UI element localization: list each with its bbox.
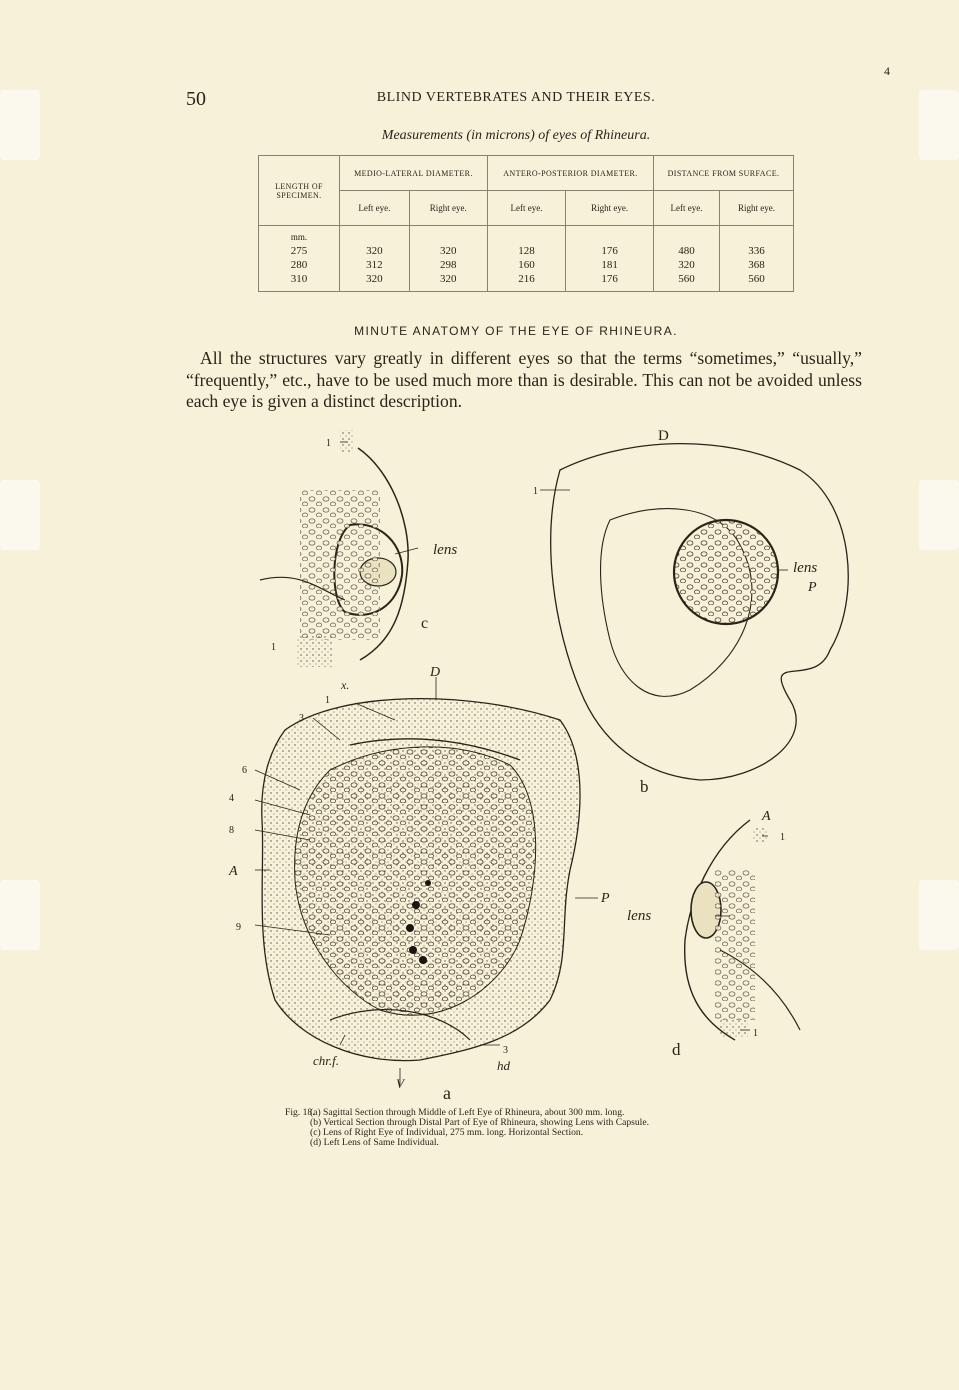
group-header-medio-lateral: MEDIO-LATERAL DIAMETER.	[340, 156, 488, 191]
table-cell: 298	[440, 259, 457, 271]
table-cell: 176	[601, 273, 618, 285]
subheader: Right eye.	[566, 191, 654, 226]
label-lens-b: lens	[793, 560, 818, 576]
figure-d-lens	[685, 820, 800, 1040]
label-d: d	[672, 1040, 681, 1059]
column-length-header: LENGTH OF SPECIMEN.	[259, 156, 340, 226]
label-1: 1	[533, 486, 538, 497]
label-4: 4	[229, 793, 234, 804]
table-cell: 280	[290, 259, 308, 271]
label-1: 1	[326, 438, 331, 449]
section-title: MINUTE ANATOMY OF THE EYE OF RHINEURA.	[354, 324, 678, 338]
group-header-distance: DISTANCE FROM SURFACE.	[654, 156, 794, 191]
subheader: Left eye.	[340, 191, 410, 226]
figure-caption-line-b: (b) Vertical Section through Distal Part of Eye of Rhineura, showing Lens with Capsule.	[310, 1117, 650, 1128]
subheader: Left eye.	[487, 191, 565, 226]
label-A-a: A	[229, 864, 238, 879]
label-P-b: P	[808, 580, 817, 595]
figure-a-section	[262, 699, 580, 1061]
page-number: 50	[186, 88, 206, 110]
table-caption: Measurements (in microns) of eyes of Rhineura.	[381, 128, 651, 143]
label-x: x.	[341, 678, 350, 692]
table-cell: 320	[366, 245, 383, 257]
subheader: Right eye.	[409, 191, 487, 226]
margin-mark: 4	[884, 64, 890, 78]
label-3: 3	[503, 1045, 508, 1056]
table-cell: 176	[601, 245, 618, 257]
label-lens-d: lens	[627, 908, 652, 924]
figure-caption	[285, 1107, 850, 1148]
label-D-b: D	[658, 428, 669, 444]
label-lens-c: lens	[433, 542, 458, 558]
label-P-a: P	[601, 891, 610, 906]
table-cell: 336	[748, 245, 765, 257]
label-9: 9	[236, 922, 241, 933]
label-hd: hd	[497, 1058, 510, 1073]
table-cell: 128	[518, 245, 535, 257]
table-cell: 275	[290, 245, 308, 257]
table-cell: 480	[678, 245, 695, 257]
table-cell: 560	[748, 273, 765, 285]
table-cell: 320	[440, 273, 457, 285]
label-D-a: D	[430, 665, 441, 680]
label-1: 1	[325, 695, 330, 706]
subheader: Right eye.	[719, 191, 793, 226]
table-cell: 560	[678, 273, 695, 285]
table-cell: 312	[366, 259, 383, 271]
label-chrf: chr.f.	[313, 1053, 339, 1068]
label-c: c	[421, 615, 429, 632]
table-cell: 216	[518, 273, 535, 285]
label-1: 1	[271, 642, 276, 653]
label-8: 8	[229, 825, 234, 836]
subheader: Left eye.	[654, 191, 720, 226]
table-cell: 160	[518, 259, 535, 271]
unit-label: mm.	[290, 232, 308, 242]
label-b: b	[640, 777, 649, 796]
table-cell: 181	[601, 259, 618, 271]
figure-caption-line-a: (a) Sagittal Section through Middle of Left Eye of Rhineura, about 300 mm. long.	[310, 1107, 625, 1118]
figure-caption-line-c: (c) Lens of Right Eye of Individual, 275 mm. long. Horizontal Section.	[310, 1127, 584, 1138]
running-title: BLIND VERTEBRATES AND THEIR EYES.	[376, 90, 656, 105]
label-6: 6	[242, 765, 247, 776]
table-cell: 368	[748, 259, 765, 271]
table-cell: 310	[290, 273, 308, 285]
label-1: 1	[780, 832, 785, 843]
label-a: a	[443, 1083, 451, 1103]
label-3: 3	[299, 713, 304, 724]
label-V: V	[396, 1076, 404, 1091]
label-1: 1	[753, 1028, 758, 1039]
figure-caption-label: Fig. 18.	[285, 1107, 315, 1118]
figure-c-lens	[260, 430, 408, 667]
figure-caption-line-d: (d) Left Lens of Same Individual.	[310, 1137, 439, 1148]
figure-b-section	[551, 444, 849, 780]
table-cell: 320	[678, 259, 695, 271]
table-cell: 320	[440, 245, 457, 257]
group-header-antero-posterior: ANTERO-POSTERIOR DIAMETER.	[487, 156, 653, 191]
body-paragraph: All the structures vary greatly in different eyes so that the terms “sometimes,” “usually,” “frequently,” etc., have to be used much more than is desirable. This can not be avoided unless each eye is given a distinct description.	[186, 348, 862, 411]
label-A-d: A	[762, 809, 771, 824]
table-cell: 320	[366, 273, 383, 285]
